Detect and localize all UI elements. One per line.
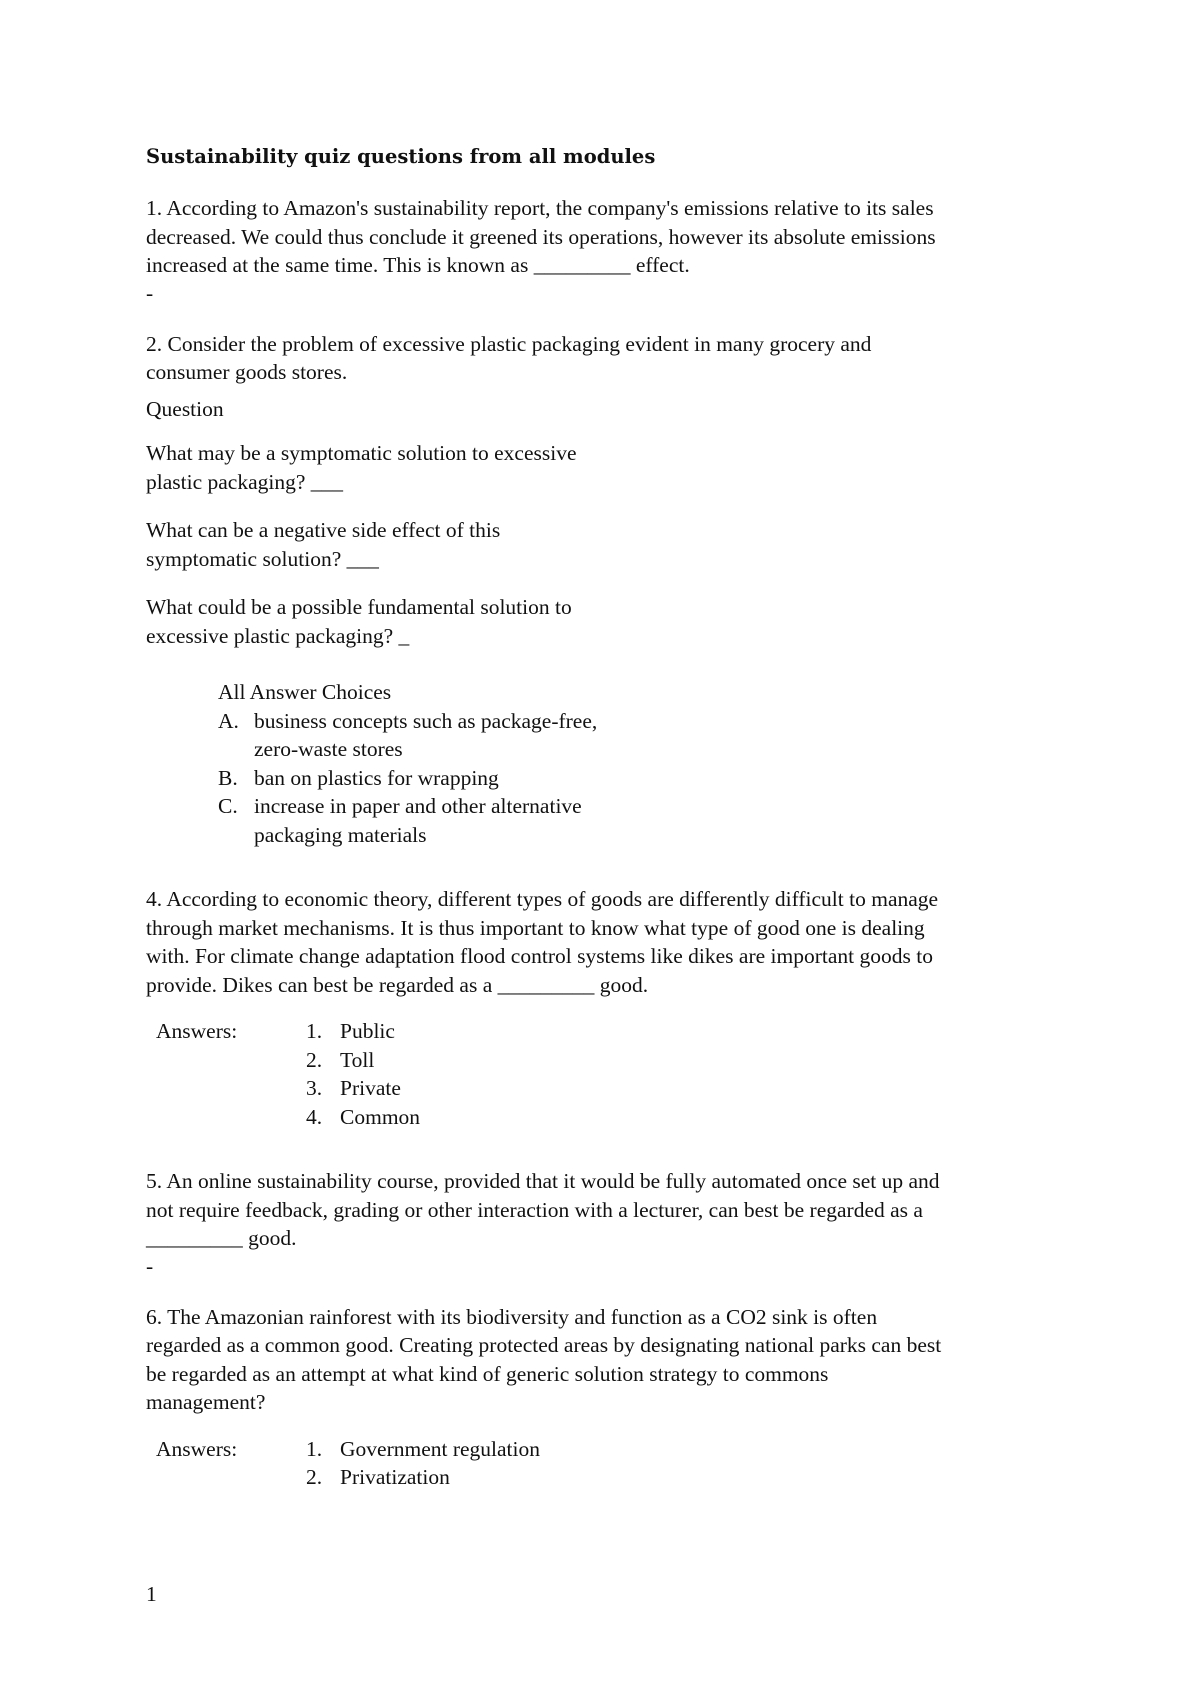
question-4-line: provide. Dikes can best be regarded as a _________ good.	[146, 972, 649, 997]
question-label: Question	[146, 396, 224, 421]
sub-question-line: symptomatic solution? ___	[146, 546, 379, 571]
question-6-line: 6. The Amazonian rainforest with its biodiversity and function as a CO2 sink is often	[146, 1304, 878, 1329]
sub-question-line: What can be a negative side effect of this	[146, 518, 501, 542]
choice-c	[218, 792, 1066, 849]
question-6-line: management?	[146, 1390, 266, 1414]
question-1-line: decreased. We could thus conclude it greened its operations, however its absolute emissions	[146, 224, 936, 249]
choice-letter: C.	[218, 794, 238, 818]
answer-text: Toll	[340, 1047, 375, 1072]
choice-line: business concepts such as package-free,	[254, 708, 598, 733]
question-4	[146, 885, 1066, 1131]
answers-label: Answers:	[156, 1019, 238, 1043]
answer-option	[306, 1017, 420, 1046]
answers-list	[156, 1017, 1066, 1131]
answers-list	[156, 1435, 1066, 1492]
question-5-line: _________ good.	[146, 1226, 297, 1250]
answer-number: 1.	[306, 1019, 323, 1043]
question-4-line: through market mechanisms. It is thus important to know what type of good one is dealing	[146, 915, 925, 940]
answer-option	[306, 1046, 420, 1075]
question-6-line: be regarded as an attempt at what kind of generic solution strategy to commons	[146, 1361, 829, 1386]
answer-options	[306, 1435, 540, 1492]
answer-number: 2.	[306, 1465, 323, 1489]
question-6	[146, 1303, 1066, 1492]
answer-number: 2.	[306, 1047, 323, 1072]
sub-question-line: What may be a symptomatic solution to excessive	[146, 441, 577, 465]
question-6-line: regarded as a common good. Creating protected areas by designating national parks can best	[146, 1333, 942, 1357]
answer-text: Private	[340, 1076, 401, 1100]
choice-letter: A.	[218, 708, 239, 733]
answer-text: Public	[340, 1019, 395, 1043]
answer-dash: -	[146, 280, 154, 305]
question-2-line: consumer goods stores.	[146, 360, 348, 384]
answer-text: Government regulation	[340, 1436, 541, 1461]
question-1	[146, 194, 1066, 306]
sub-question	[146, 516, 646, 573]
choice-b	[218, 764, 1066, 793]
answer-number: 4.	[306, 1104, 323, 1129]
answer-text: Privatization	[340, 1465, 450, 1489]
question-5-line: not require feedback, grading or other interaction with a lecturer, can best be regarded as a	[146, 1197, 923, 1222]
answer-option	[306, 1435, 540, 1464]
answer-number: 1.	[306, 1436, 323, 1461]
question-1-line: 1. According to Amazon's sustainability report, the company's emissions relative to its sales	[146, 196, 934, 220]
sub-question	[146, 439, 646, 496]
sub-question	[146, 593, 646, 650]
answer-option	[306, 1463, 540, 1492]
answer-choices-heading: All Answer Choices	[218, 680, 392, 704]
question-4-line: 4. According to economic theory, different types of goods are differently difficult to manage	[146, 887, 939, 911]
choice-line: ban on plastics for wrapping	[254, 765, 499, 790]
question-1-line: increased at the same time. This is known as _________ effect.	[146, 253, 690, 277]
page-number: 1	[146, 1582, 157, 1606]
choice-a	[218, 707, 1066, 764]
choice-letter: B.	[218, 765, 238, 790]
answer-options	[306, 1017, 420, 1131]
answer-dash: -	[146, 1253, 154, 1278]
question-5-line: 5. An online sustainability course, provided that it would be fully automated once set up and	[146, 1169, 940, 1193]
answer-number: 3.	[306, 1076, 323, 1100]
question-4-line: with. For climate change adaptation flood control systems like dikes are important goods to	[146, 944, 933, 968]
choice-text	[254, 764, 499, 793]
document-title: Sustainability quiz questions from all modules	[146, 145, 656, 168]
sub-question-line: excessive plastic packaging? _	[146, 623, 410, 648]
answer-choices	[218, 678, 1066, 849]
question-2	[146, 330, 1066, 850]
choice-line: packaging materials	[254, 822, 427, 847]
answer-option	[306, 1103, 420, 1132]
choice-line: increase in paper and other alternative	[254, 794, 582, 818]
sub-question-line: plastic packaging? ___	[146, 469, 344, 494]
choice-text	[254, 707, 597, 764]
choice-text	[254, 792, 582, 849]
sub-question-line: What could be a possible fundamental solution to	[146, 595, 572, 619]
answers-label: Answers:	[156, 1436, 238, 1461]
answer-text: Common	[340, 1104, 421, 1129]
question-2-line: 2. Consider the problem of excessive plastic packaging evident in many grocery and	[146, 331, 872, 356]
document-body	[146, 142, 1066, 1492]
answer-option	[306, 1074, 420, 1103]
choice-line: zero-waste stores	[254, 737, 403, 761]
question-5	[146, 1167, 1066, 1279]
